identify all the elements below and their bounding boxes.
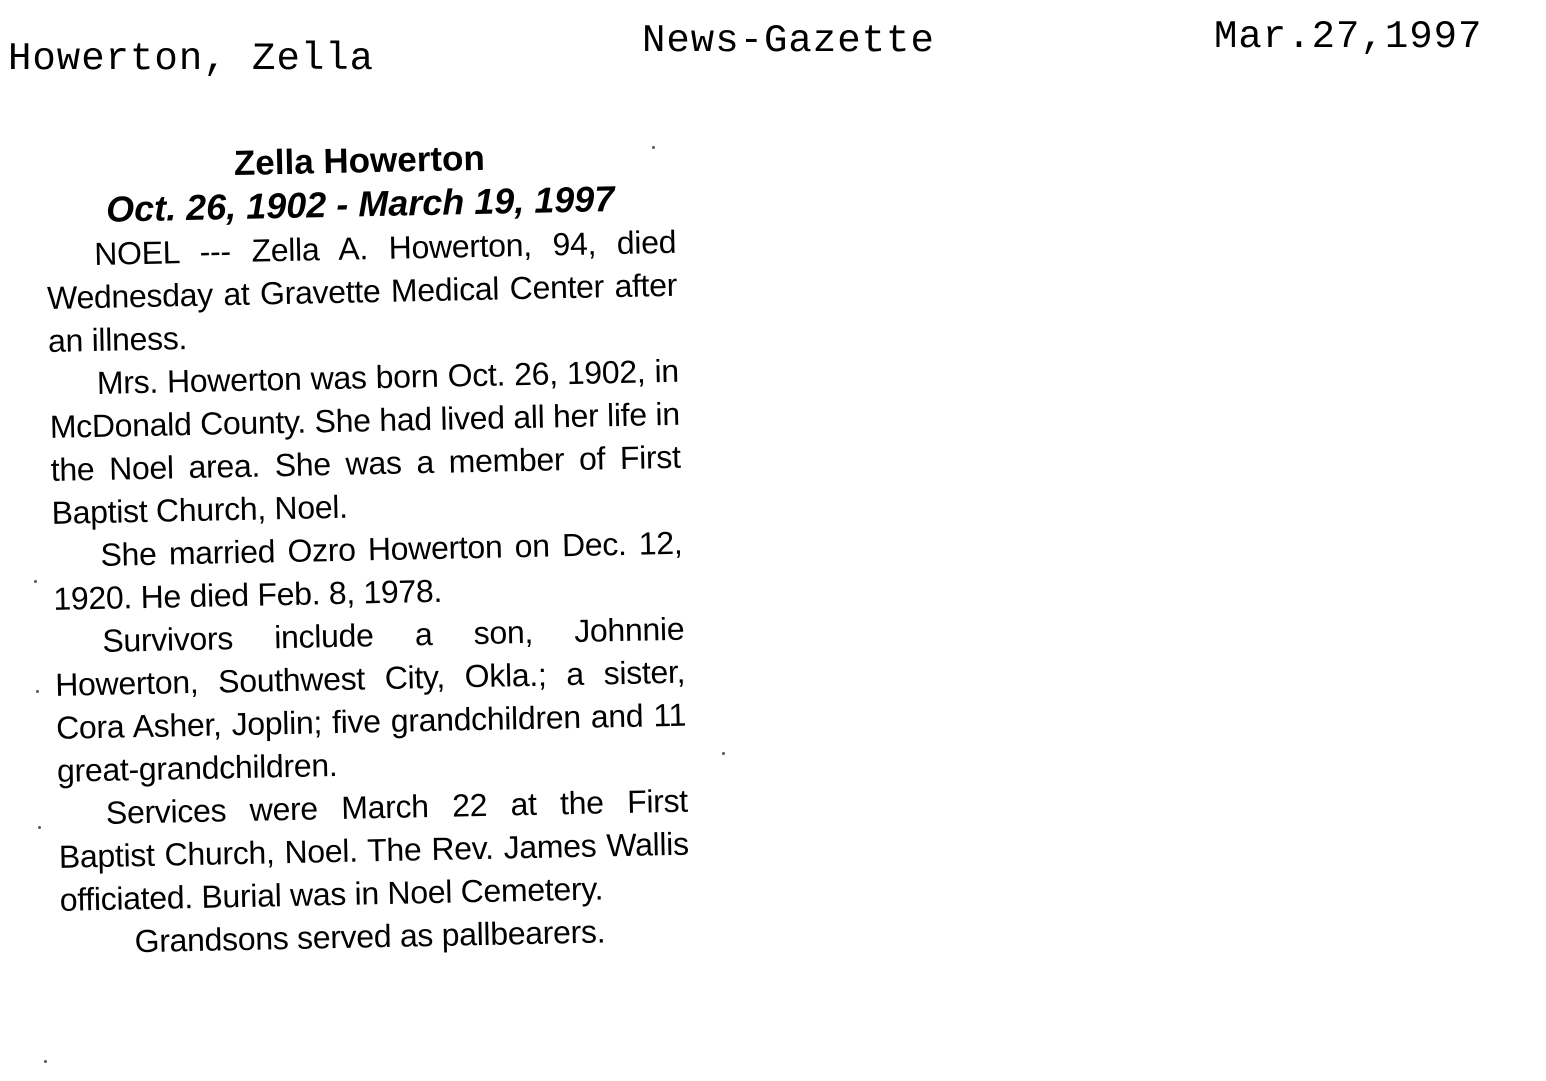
paragraph-death: NOEL --- Zella A. Howerton, 94, died Wednesday at Gravette Medical Center after an illness. <box>46 223 678 359</box>
obituary-headline: Zella Howerton <box>233 138 486 184</box>
paragraph-survivors: Survivors include a son, Johnnie Howerton, Southwest City, Okla.; a sister, Cora Asher, Joplin; five grandchildren and 11 great-grandchildren. <box>54 610 687 789</box>
scan-speck <box>34 580 37 583</box>
scan-speck <box>36 690 39 693</box>
obituary-body <box>46 221 691 965</box>
newspaper-name: News-Gazette <box>642 19 935 63</box>
obituary-clipping <box>44 135 693 1068</box>
paragraph-services: Services were March 22 at the First Baptist Church, Noel. The Rev. James Wallis officiated. Burial was in Noel Cemetery. <box>58 782 690 918</box>
scan-speck <box>44 1060 47 1063</box>
scan-speck <box>652 146 655 149</box>
paragraph-pallbearers: Grandsons served as pallbearers. <box>134 913 606 960</box>
publication-date: Mar.27,1997 <box>1214 15 1483 59</box>
paragraph-marriage: She married Ozro Howerton on Dec. 12, 1920. He died Feb. 8, 1978. <box>53 524 683 617</box>
life-dates: Oct. 26, 1902 - March 19, 1997 <box>105 178 615 230</box>
subject-name: Howerton, Zella <box>8 37 375 81</box>
scan-speck <box>38 826 41 829</box>
scan-speck <box>722 752 725 755</box>
paragraph-birth: Mrs. Howerton was born Oct. 26, 1902, in McDonald County. She had lived all her life in the Noel area. She was a member of First Baptist Church, Noel. <box>49 352 681 531</box>
